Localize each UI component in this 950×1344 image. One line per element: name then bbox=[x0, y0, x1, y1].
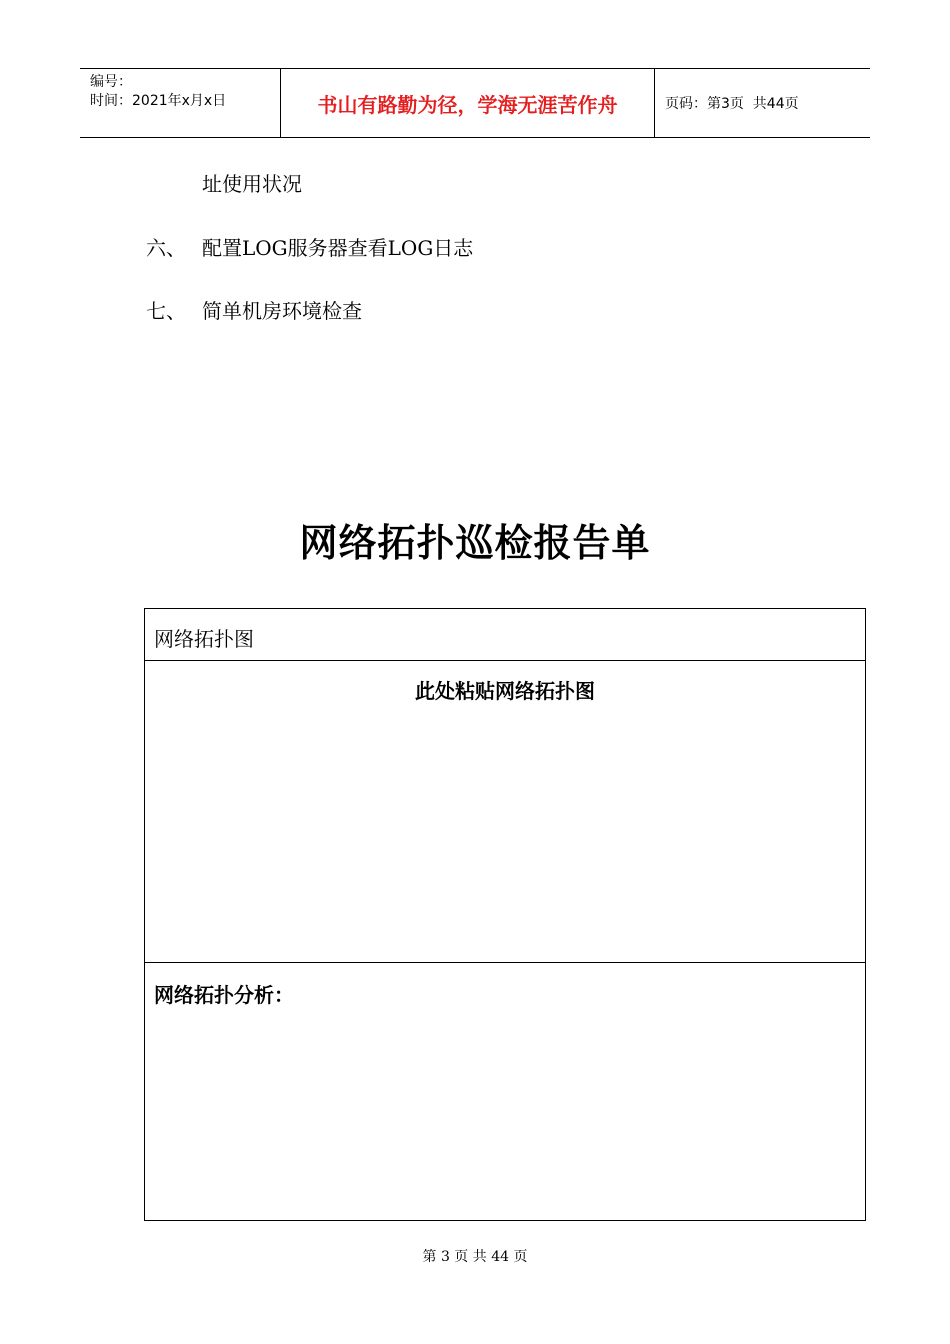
item-7-text: 简单机房环境检查 bbox=[202, 299, 362, 323]
report-title: 网络拓扑巡检报告单 bbox=[299, 521, 651, 565]
analysis-label: 网络拓扑分析： bbox=[154, 983, 294, 1007]
number-label: 编号： bbox=[90, 74, 132, 90]
header-meta bbox=[80, 69, 281, 137]
topology-label: 网络拓扑图 bbox=[154, 627, 254, 651]
report-form bbox=[144, 608, 866, 1221]
footer-page-text: 第 3 页 共 44 页 bbox=[422, 1249, 528, 1265]
page-footer bbox=[0, 1246, 950, 1266]
time-label: 时间：2021年x月x日 bbox=[90, 93, 227, 109]
topology-paste-area[interactable] bbox=[145, 661, 865, 963]
page-info-text: 页码：第3页 共44页 bbox=[665, 96, 799, 112]
analysis-area[interactable] bbox=[145, 963, 865, 1220]
item-7-number: 七、 bbox=[146, 299, 186, 323]
header-motto: 书山有路勤为径，学海无涯苦作舟 bbox=[281, 69, 655, 137]
paste-placeholder: 此处粘贴网络拓扑图 bbox=[415, 679, 595, 703]
page-header bbox=[80, 68, 870, 138]
item-6-number: 六、 bbox=[146, 236, 186, 260]
header-page-info bbox=[655, 69, 870, 137]
continuation-text: 址使用状况 bbox=[202, 172, 302, 196]
topology-label-row bbox=[145, 609, 865, 661]
item-6-text: 配置LOG服务器查看LOG日志 bbox=[202, 236, 474, 260]
